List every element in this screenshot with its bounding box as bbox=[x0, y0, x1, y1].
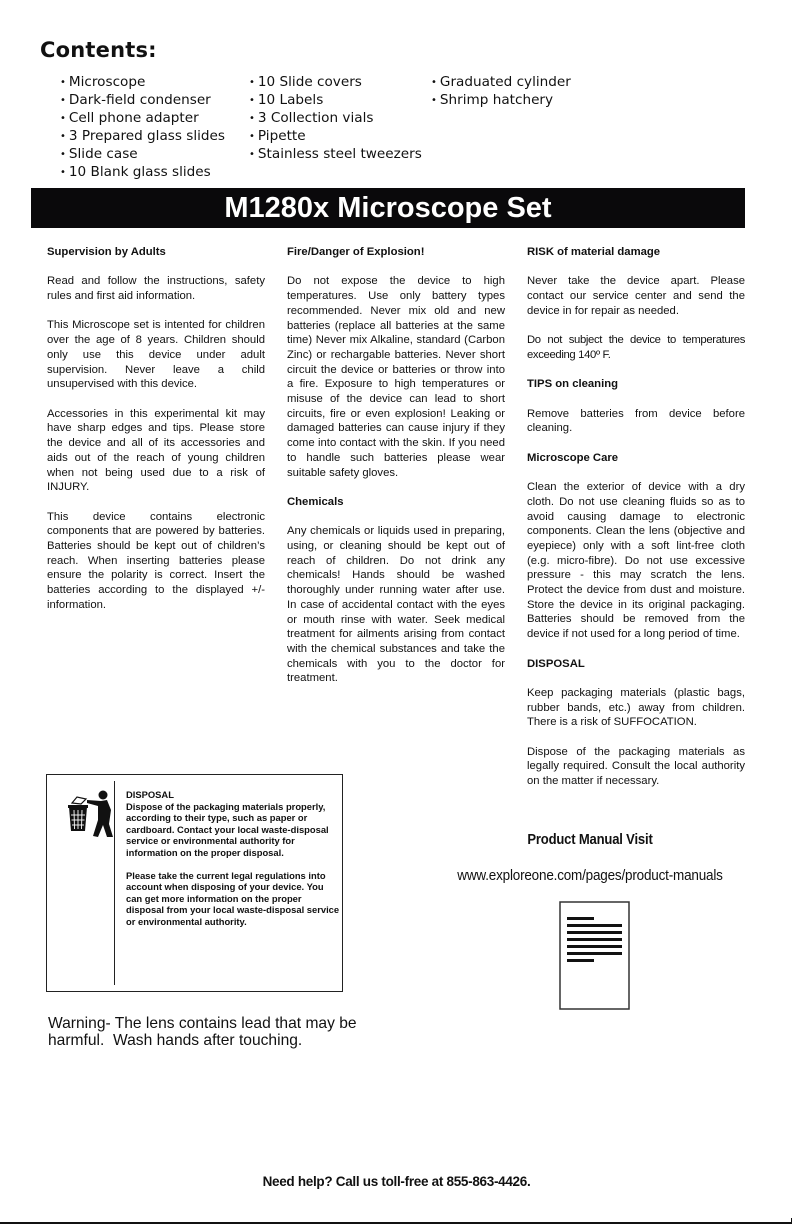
warning-line-1: Warning- The lens contains lead that may be bbox=[48, 1015, 357, 1032]
bullet-icon: • bbox=[60, 131, 66, 142]
contents-item: • 3 Prepared glass slides bbox=[60, 128, 225, 144]
paragraph: This Microscope set is intented for children over the age of 8 years. Children should only use this device under adult supervision. Never leave a child unsupervised with this device. bbox=[47, 319, 265, 391]
bullet-icon: • bbox=[60, 95, 66, 106]
column-risk-care-disposal bbox=[527, 245, 745, 804]
paragraph: Accessories in this experimental kit may have sharp edges and tips. Please store the device and all of its accessories and aids out of the reach of young children when not being used due to a risk of INJURY. bbox=[47, 407, 265, 494]
column-supervision bbox=[47, 245, 265, 627]
paragraph: Remove batteries from device before cleaning. bbox=[527, 407, 745, 435]
contents-column-3 bbox=[431, 74, 571, 110]
help-phone-line: Need help? Call us toll-free at 855-863-4426. bbox=[262, 1174, 531, 1189]
paragraph: Any chemicals or liquids used in preparing, using, or cleaning should be kept out of reach of children. Do not drink any chemicals! Hands should be washed thoroughly under running water after use. In case of accidental contact with the eyes or mouth rinse with water. Seek medical treatment for ailments arising from contact with the chemical substances and take the chemicals with you to the doctor for treatment. bbox=[287, 525, 505, 685]
contents-item: • Dark-field condenser bbox=[60, 92, 211, 108]
bullet-icon: • bbox=[249, 77, 255, 88]
warning-line-2: harmful. Wash hands after touching. bbox=[48, 1031, 303, 1049]
section-heading-chemicals: Chemicals bbox=[287, 495, 344, 508]
bullet-icon: • bbox=[60, 77, 66, 88]
column-fire-chemicals bbox=[287, 245, 505, 701]
bullet-icon: • bbox=[249, 149, 255, 160]
contents-item: • 10 Labels bbox=[249, 92, 324, 108]
bullet-icon: • bbox=[249, 113, 255, 124]
contents-item: • 10 Slide covers bbox=[249, 74, 362, 90]
section-heading-risk: RISK of material damage bbox=[527, 246, 661, 258]
bullet-icon: • bbox=[60, 149, 66, 160]
bottom-rule bbox=[0, 1222, 791, 1224]
bullet-icon: • bbox=[60, 113, 66, 124]
paragraph: Dispose of the packaging materials properly, according to their type, such as paper or cardboard. Contact your local waste-disposal service or environmental authority for information on the proper disposal. bbox=[126, 800, 329, 858]
bullet-icon: • bbox=[60, 167, 66, 178]
product-manual-url-link[interactable]: www.exploreone.com/pages/product-manuals bbox=[457, 868, 723, 884]
section-heading-disposal: DISPOSAL bbox=[527, 657, 585, 670]
section-heading-care: Microscope Care bbox=[527, 451, 619, 464]
disposal-box-heading: DISPOSAL bbox=[126, 789, 174, 800]
lead-warning bbox=[48, 1016, 408, 1049]
paragraph: Do not subject the device to temperatures exceeding 140º F. bbox=[527, 334, 745, 361]
paragraph: This device contains electronic components that are powered by batteries. Batteries should be kept out of children’s reach. When inserting batteries please ensure the polarity is correct. Insert the batteries according to the displayed +/- information. bbox=[47, 510, 265, 611]
bullet-icon: • bbox=[249, 95, 255, 106]
paragraph: Dispose of the packaging materials as legally required. Consult the local authority on the matter if necessary. bbox=[527, 745, 745, 788]
paragraph: Clean the exterior of device with a dry cloth. Do not use cleaning fluids so as to avoid causing damage to electronic components. Clean the lens (objective and eyepiece) only with a soft lint-free cloth (e.g. micro-fibre). Do not use excessive pressure - this may scratch the lens. Protect the device from dust and moisture. Store the device in its original packaging. Batteries should be removed from the device if not used for a long period of time. bbox=[527, 481, 745, 641]
contents-column-2 bbox=[249, 74, 422, 164]
contents-item: • Graduated cylinder bbox=[431, 74, 571, 90]
product-title-banner: M1280x Microscope Set bbox=[31, 188, 745, 228]
section-heading-fire: Fire/Danger of Explosion! bbox=[287, 246, 425, 258]
contents-item: • Cell phone adapter bbox=[60, 110, 199, 126]
paragraph: Do not expose the device to high temperatures. Use only battery types recommended. Never mix old and new batteries (replace all batteries at the same time) Never mix Alkaline, standard (Carbon Zinc) or rechargable batteries. Never short circuit the device or batteries or throw into a fire. Exposure to high temperatures or misuse of the device can lead to short circuits, fire or even explosion! Leaking or damaged batteries can cause injury if they come into contact with the skin. If you need to handle such batteries please wear suitable safety gloves. bbox=[287, 275, 505, 479]
bullet-icon: • bbox=[431, 77, 437, 88]
paragraph: Please take the current legal regulations into account when disposing of your device. You can get more information on the proper disposal from your local waste-disposal service or environmental authority. bbox=[126, 869, 340, 927]
bullet-icon: • bbox=[249, 131, 255, 142]
bottom-rule-tick bbox=[791, 1218, 792, 1224]
contents-column-1 bbox=[60, 74, 225, 182]
contents-item: • 3 Collection vials bbox=[249, 110, 374, 126]
paragraph: Keep packaging materials (plastic bags, rubber bands, etc.) away from children. There is a risk of SUFFOCATION. bbox=[527, 686, 745, 729]
contents-title: Contents: bbox=[40, 38, 157, 62]
document-icon bbox=[559, 901, 630, 1010]
product-manual-title: Product Manual Visit bbox=[527, 832, 653, 848]
contents-item: • Stainless steel tweezers bbox=[249, 146, 422, 162]
contents-item: • Pipette bbox=[249, 128, 306, 144]
contents-item: • Shrimp hatchery bbox=[431, 92, 554, 108]
section-heading-tips: TIPS on cleaning bbox=[527, 378, 619, 391]
paragraph: Read and follow the instructions, safety rules and first aid information. bbox=[47, 275, 265, 303]
contents-item: • 10 Blank glass slides bbox=[60, 164, 211, 180]
contents-item: • Slide case bbox=[60, 146, 138, 162]
disposal-box-text bbox=[126, 789, 341, 939]
paragraph: Never take the device apart. Please contact our service center and send the device in for repair as needed. bbox=[527, 275, 745, 317]
trash-disposal-icon bbox=[65, 790, 117, 840]
bullet-icon: • bbox=[431, 95, 437, 106]
section-heading-supervision: Supervision by Adults bbox=[47, 246, 166, 258]
contents-item: • Microscope bbox=[60, 74, 146, 90]
